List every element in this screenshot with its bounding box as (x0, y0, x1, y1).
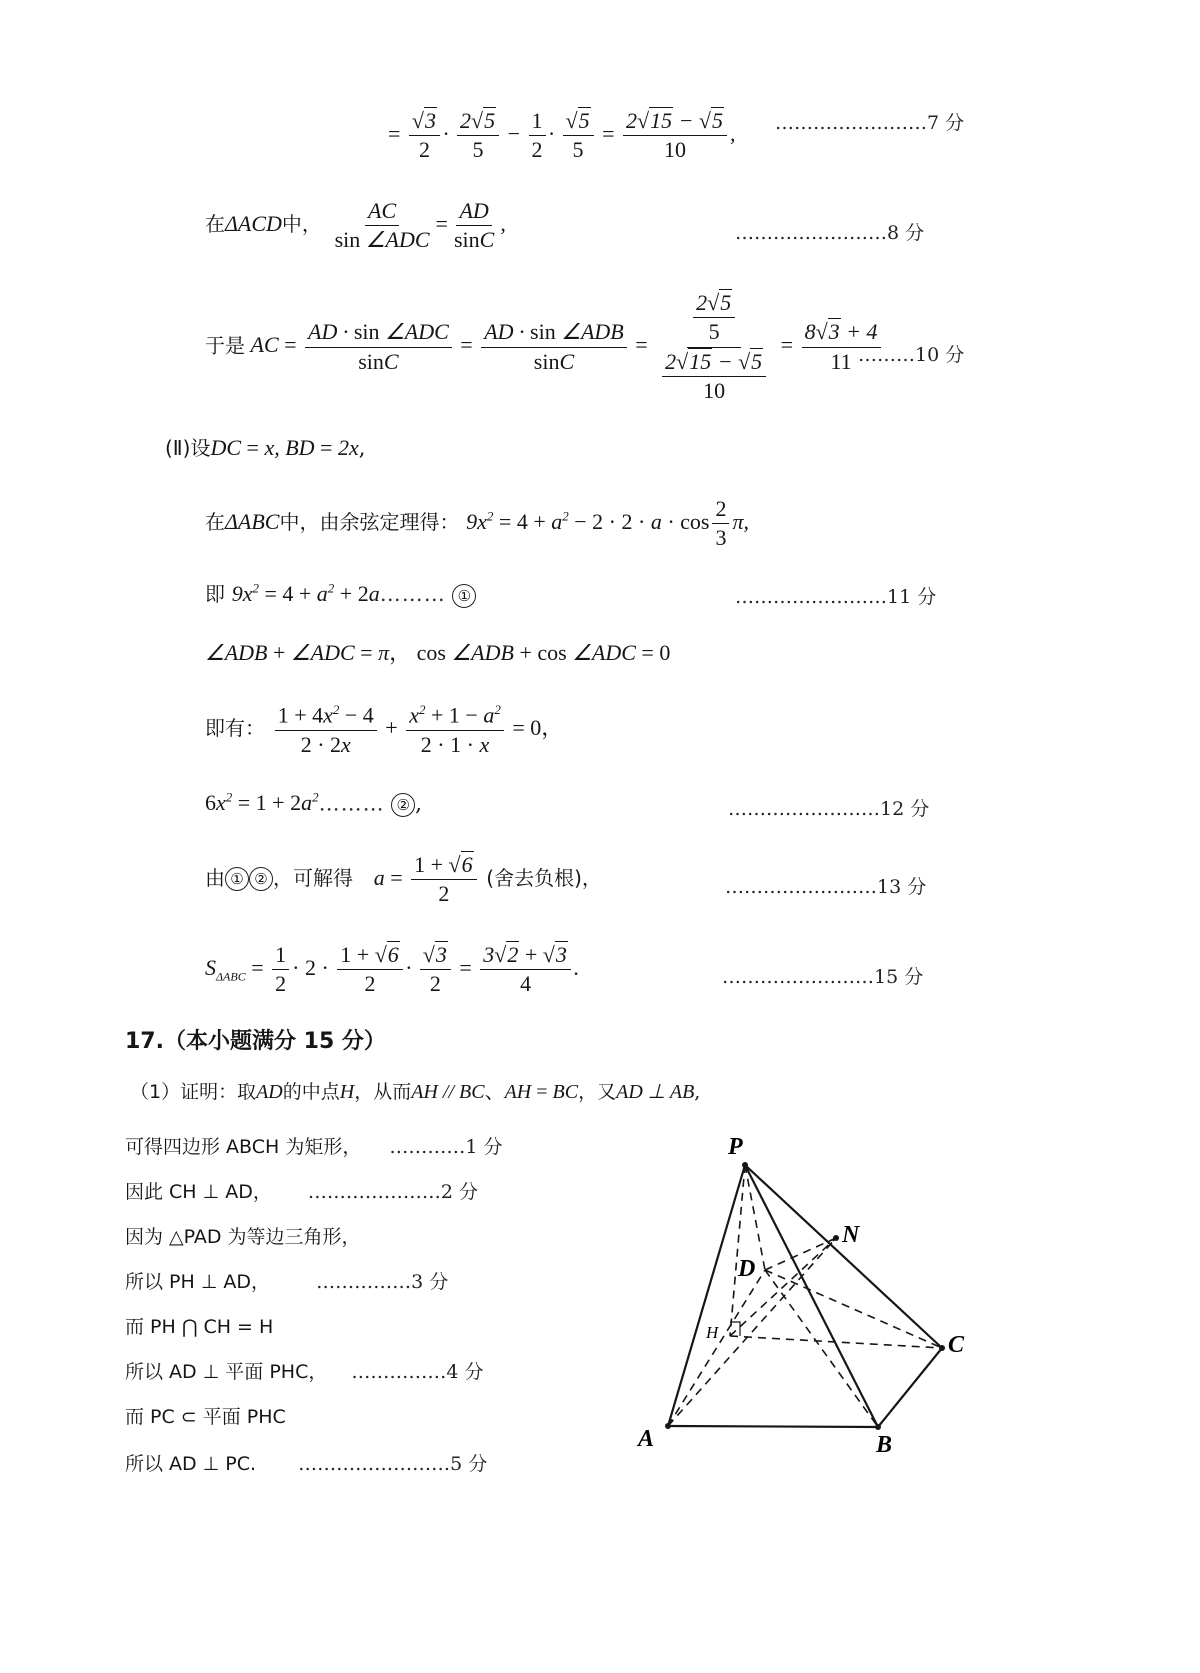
part2-label: (Ⅱ)设 (165, 436, 211, 460)
proof-line-3: 因为 △PAD 为等边三角形， (125, 1226, 361, 1248)
label-N: N (842, 1222, 860, 1248)
proof-line-7: 而 PC ⊂ 平面 PHC (125, 1406, 286, 1428)
part2-setup: (Ⅱ)设DC = x, BD = 2x, (165, 435, 366, 460)
score-11: ……………………11 分 (735, 586, 937, 608)
text-yushi: 于是 (205, 333, 245, 358)
circled-two: ② (391, 793, 415, 817)
text-in-abc: 在 (205, 509, 225, 534)
circled-two-ref: ② (249, 867, 273, 891)
score-8: ……………………8 分 (735, 222, 925, 244)
edge-DN (765, 1238, 836, 1270)
equation-1-line: 即 $9x^2 = 4 + a^2$ + 2a……… ① (205, 578, 476, 608)
score-12: ……………………12 分 (728, 798, 930, 820)
pyramid-figure (630, 1130, 1000, 1460)
intro-d: ，又 (578, 1081, 617, 1103)
label-A: A (638, 1426, 655, 1452)
edge-AD (668, 1270, 765, 1426)
edge-DC (765, 1270, 942, 1348)
edge-PC (745, 1165, 942, 1348)
text-law: 中，由余弦定理得： (279, 509, 460, 534)
score-7: ……………………7 分 (775, 112, 965, 134)
law-of-cosines-line: 在ΔABC中，由余弦定理得： $9x^2 = 4 + a^2 - 2 \cdot 2 \cdot a \cdot \cos$ $\frac{2}{3}$ π, (205, 496, 749, 551)
proof-line-5: 而 PH ⋂ CH = H (125, 1316, 274, 1338)
equation-line-7: = $\frac{√3}{2}$ · $\frac{2√5}{5}$ − $\frac{1}{2}$ · $\frac{√5}{5}$ = $\frac{2√15 - √5}{10}$ , (388, 108, 736, 163)
score-15: ……………………15 分 (722, 966, 924, 988)
edge-DB (765, 1270, 878, 1427)
score-13: ……………………13 分 (725, 876, 927, 898)
circled-one: ① (452, 584, 476, 608)
intro-c: ，从而 (354, 1081, 412, 1103)
label-H: H (706, 1323, 719, 1342)
edge-AB (668, 1426, 878, 1427)
area-line: $S_{\Delta ABC}$ = $\frac{1}{2}$ · 2 · $\frac{1 + √6}{2}$ · $\frac{√3}{2}$ = $\frac{3√2 + √3}{4}$ . (205, 942, 580, 997)
label-C: C (948, 1332, 965, 1358)
label-D: D (738, 1256, 756, 1282)
text-solve: ，可解得 (273, 865, 353, 890)
score-10: ………10 分 (858, 344, 965, 366)
text-discard: (舍去负根)， (486, 865, 602, 890)
text-you: 由 (205, 865, 225, 890)
angle-sum-line: ∠ADB + ∠ADC = π， cos ∠ADB + cos ∠ADC = 0 (205, 640, 671, 665)
intro-b: 的中点 (282, 1081, 340, 1103)
text-zhong: 中， (281, 211, 322, 236)
text-jiyou: 即有： (205, 716, 265, 741)
intro-a: （1）证明：取 (130, 1081, 257, 1103)
section-17-intro: （1）证明：取AD的中点H，从而AH // BC、AH = BC，又AD ⊥ AB, (130, 1081, 701, 1103)
proof-line-2: 因此 CH ⊥ AD， …………………2 分 (125, 1181, 479, 1203)
label-P: P (728, 1134, 743, 1160)
text-in: 在 (205, 211, 225, 236)
text-ji: 即 (205, 582, 225, 606)
edge-BC (878, 1348, 942, 1427)
circled-one-ref: ① (225, 867, 249, 891)
section-17-title: 17.（本小题满分 15 分） (125, 1029, 386, 1054)
equation-line-8: 在ΔACD中， $\frac{AC}{\text{sin ∠ADC}}$ = $\frac{AD}{\sin C}$ , (205, 198, 506, 253)
cos-sum-line: 即有： $\frac{1 + 4x^2 - 4}{2 \cdot 2x}$ + $\frac{x^2 + 1 - a^2}{2 \cdot 1 \cdot x}$ = 0， (205, 702, 564, 757)
edge-PB (745, 1165, 878, 1427)
label-B: B (876, 1432, 893, 1458)
proof-line-1: 可得四边形 ABCH 为矩形， …………1 分 (125, 1136, 503, 1158)
proof-line-4: 所以 PH ⊥ AD， ……………3 分 (125, 1271, 449, 1293)
equation-line-10: 于是 AC = $\frac{\text{AD · sin ∠ADC}}{\sin C}$ = $\frac{\text{AD · sin ∠ADB}}{\sin C}$ = $\frac{\frac{2√5}{5}}{\frac{2√15 - √5}{10}}$ = $\frac{8√3 + 4}{11}$ (205, 290, 884, 405)
solve-line: 由 ① ② ，可解得 a = $\frac{1 + √6}{2}$ (舍去负根)， (205, 852, 602, 907)
proof-line-6: 所以 AD ⊥ 平面 PHC， ……………4 分 (125, 1361, 484, 1383)
edge-HN (730, 1238, 836, 1336)
equation-2-line: $6x^2 = 1$ + $2a^2\dots\dots\dots$ ② , (205, 790, 422, 816)
proof-line-8: 所以 AD ⊥ PC. ……………………5 分 (125, 1453, 488, 1475)
